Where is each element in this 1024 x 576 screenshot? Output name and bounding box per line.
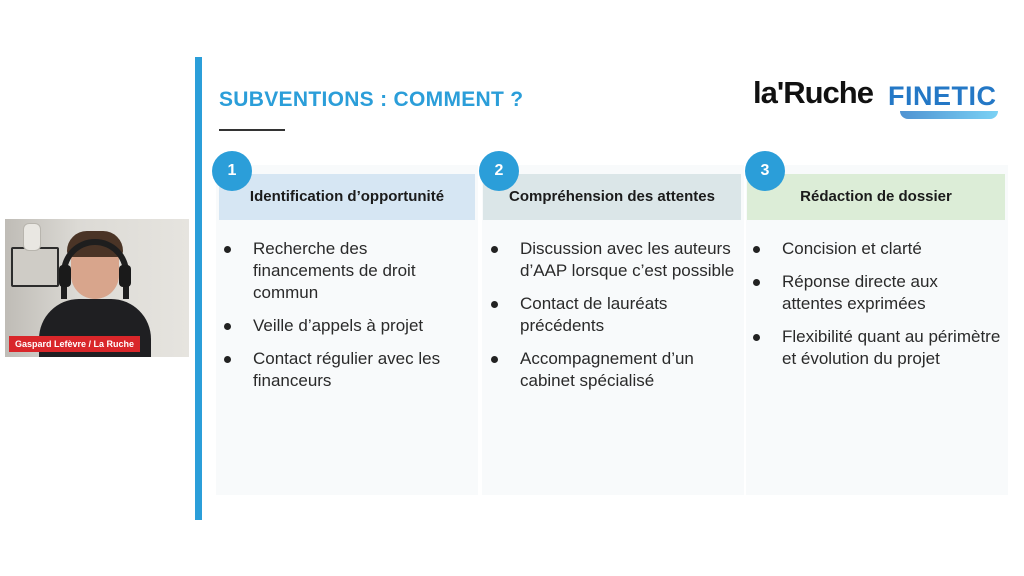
bullet-icon xyxy=(753,279,760,286)
column-1-list xyxy=(221,238,471,403)
bullet-icon xyxy=(224,323,231,330)
list-item xyxy=(750,238,1002,260)
bullet-icon xyxy=(753,334,760,341)
bullet-icon xyxy=(224,356,231,363)
speaker-name-caption: Gaspard Lefèvre / La Ruche xyxy=(9,336,140,352)
list-item xyxy=(488,238,740,282)
column-2-list xyxy=(488,238,740,403)
bullet-icon xyxy=(491,246,498,253)
finetic-logo-swoosh xyxy=(900,111,998,119)
title-underline xyxy=(219,129,285,131)
list-item-text: Contact de lauréats précédents xyxy=(520,294,668,335)
step-2-badge: 2 xyxy=(479,151,519,191)
list-item-text: Contact régulier avec les financeurs xyxy=(253,349,441,390)
list-item-text: Accompagnement d’un cabinet spécialisé xyxy=(520,349,694,390)
list-item xyxy=(488,348,740,392)
list-item xyxy=(221,238,471,304)
webcam-lamp xyxy=(23,223,41,251)
list-item xyxy=(750,271,1002,315)
column-2-header: Compréhension des attentes xyxy=(483,174,741,220)
list-item xyxy=(488,293,740,337)
column-1-header: Identification d’opportunité xyxy=(219,174,475,220)
list-item xyxy=(221,315,471,337)
bullet-icon xyxy=(491,356,498,363)
slide-title: SUBVENTIONS : COMMENT ? xyxy=(219,88,524,111)
headset-earcup-right xyxy=(119,265,131,287)
laruche-logo: la'Ruche xyxy=(753,75,873,110)
list-item-text: Veille d’appels à projet xyxy=(253,316,424,335)
column-3-header: Rédaction de dossier xyxy=(747,174,1005,220)
webcam-shelf xyxy=(11,247,59,287)
list-item-text: Flexibilité quant au périmètre et évolution du projet xyxy=(782,327,1001,368)
slide-accent-bar xyxy=(195,57,202,520)
column-3-list xyxy=(750,238,1002,381)
list-item-text: Discussion avec les auteurs d’AAP lorsque c’est possible xyxy=(520,239,735,280)
bullet-icon xyxy=(224,246,231,253)
list-item-text: Réponse directe aux attentes exprimées xyxy=(782,272,938,313)
list-item xyxy=(750,326,1002,370)
headset-earcup-left xyxy=(59,265,71,287)
finetic-logo: FINETIC xyxy=(888,81,997,111)
list-item xyxy=(221,348,471,392)
step-3-badge: 3 xyxy=(745,151,785,191)
bullet-icon xyxy=(753,246,760,253)
bullet-icon xyxy=(491,301,498,308)
step-1-badge: 1 xyxy=(212,151,252,191)
list-item-text: Concision et clarté xyxy=(782,239,922,258)
list-item-text: Recherche des financements de droit commun xyxy=(253,239,416,302)
